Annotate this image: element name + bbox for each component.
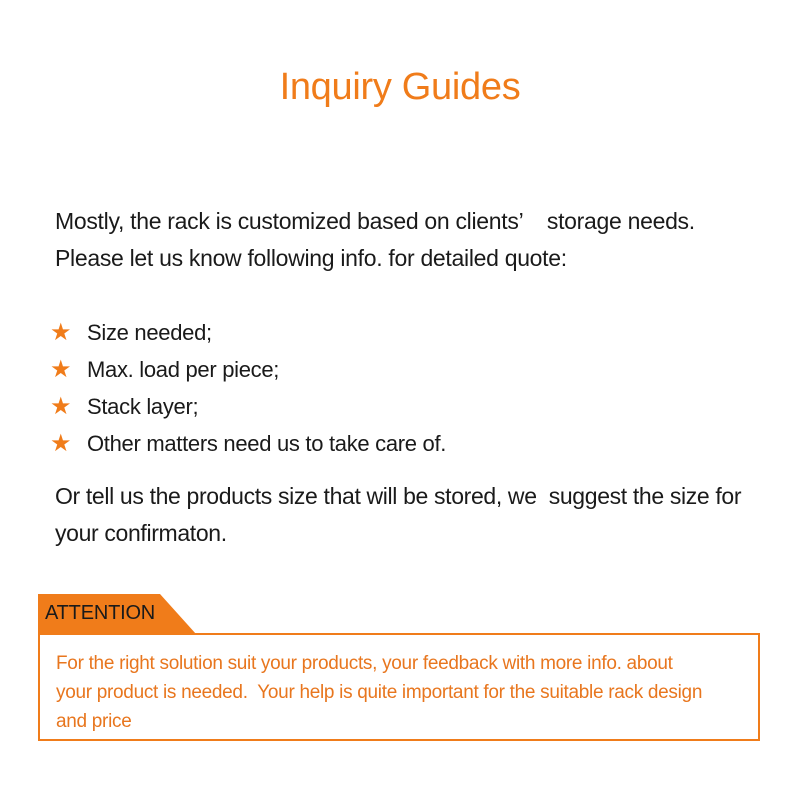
attention-line-3: and price [56, 711, 132, 732]
intro-line-2: Please let us know following info. for detailed quote: [55, 245, 567, 271]
attention-line-1: For the right solution suit your products, your feedback with more info. about [56, 653, 673, 674]
attention-tab [38, 594, 196, 634]
list-item-label: Size needed; [87, 319, 212, 345]
attention-text [56, 649, 756, 736]
page-title: Inquiry Guides [279, 66, 521, 108]
list-item [50, 425, 770, 462]
list-item [50, 351, 770, 388]
requirements-list [50, 314, 770, 462]
closing-paragraph [55, 478, 775, 552]
closing-line-2: your confirmaton. [55, 520, 227, 546]
list-item-label: Stack layer; [87, 393, 199, 419]
list-item [50, 388, 770, 425]
intro-paragraph [55, 203, 775, 277]
list-item-label: Other matters need us to take care of. [87, 430, 447, 456]
closing-line-1: Or tell us the products size that will be stored, we suggest the size for [55, 483, 742, 509]
star-icon: ★ [50, 356, 72, 383]
star-icon: ★ [50, 319, 72, 346]
list-item [50, 314, 770, 351]
star-icon: ★ [50, 430, 72, 457]
list-item-label: Max. load per piece; [87, 356, 280, 382]
attention-line-2: your product is needed. Your help is quite important for the suitable rack design [56, 682, 703, 703]
intro-line-1: Mostly, the rack is customized based on clients’ storage needs. [55, 208, 695, 234]
attention-box [38, 633, 760, 741]
attention-label: ATTENTION [45, 602, 156, 624]
star-icon: ★ [50, 393, 72, 420]
